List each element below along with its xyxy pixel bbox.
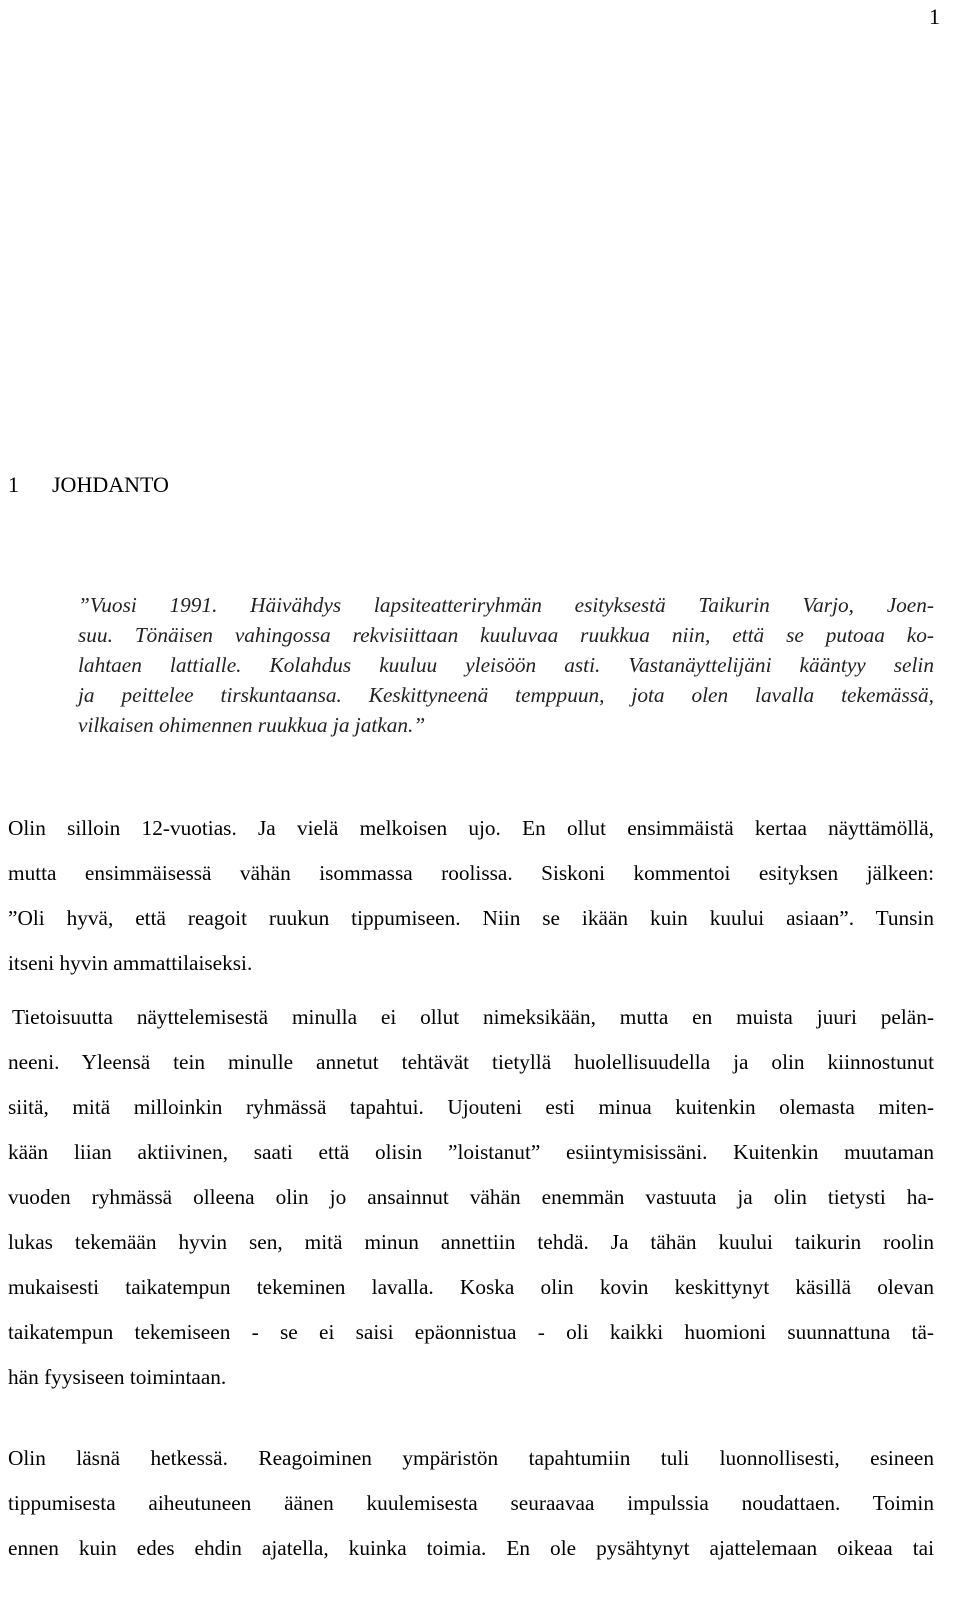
chapter-title: JOHDANTO xyxy=(52,472,169,497)
paragraph-line: ”Oli hyvä, että reagoit ruukun tippumiseen. Niin se ikään kuin kuului asiaan”. Tunsin xyxy=(8,906,934,930)
quote-line: lahtaen lattialle. Kolahdus kuuluu yleisöön asti. Vastanäyttelijäni kääntyy selin xyxy=(78,653,934,677)
paragraph-line: siitä, mitä milloinkin ryhmässä tapahtui. Ujouteni esti minua kuitenkin olemasta miten- xyxy=(8,1095,934,1119)
paragraph-line: ennen kuin edes ehdin ajatella, kuinka toimia. En ole pysähtynyt ajattelemaan oikeaa tai xyxy=(8,1536,934,1560)
chapter-number: 1 xyxy=(8,472,19,497)
paragraph-line: Olin läsnä hetkessä. Reagoiminen ympäristön tapahtumiin tuli luonnollisesti, esineen xyxy=(8,1446,934,1470)
opening-quote xyxy=(78,590,934,740)
paragraph-line: hän fyysiseen toimintaan. xyxy=(8,1365,227,1389)
quote-line: suu. Tönäisen vahingossa rekvisiittaan kuuluvaa ruukkua niin, että se putoaa ko- xyxy=(78,623,934,647)
body-paragraph xyxy=(8,1436,934,1571)
paragraph-line: Tietoisuutta näyttelemisestä minulla ei ollut nimeksikään, mutta en muista juuri pelän- xyxy=(12,1005,934,1029)
paragraph-line: taikatempun tekemiseen - se ei saisi epäonnistua - oli kaikki huomioni suunnattuna tä- xyxy=(8,1320,934,1344)
paragraph-line: tippumisesta aiheutuneen äänen kuulemisesta seuraavaa impulssia noudattaen. Toimin xyxy=(8,1491,934,1515)
paragraph-line: Olin silloin 12-vuotias. Ja vielä melkoisen ujo. En ollut ensimmäistä kertaa näyttämöllä, xyxy=(8,816,934,840)
paragraph-line: lukas tekemään hyvin sen, mitä minun annettiin tehdä. Ja tähän kuului taikurin roolin xyxy=(8,1230,934,1254)
paragraph-line: mutta ensimmäisessä vähän isommassa roolissa. Siskoni kommentoi esityksen jälkeen: xyxy=(8,861,934,885)
page-number: 1 xyxy=(929,4,940,29)
paragraph-line: mukaisesti taikatempun tekeminen lavalla. Koska olin kovin keskittynyt käsillä olevan xyxy=(8,1275,934,1299)
paragraph-line: kään liian aktiivinen, saati että olisin ”loistanut” esiintymisissäni. Kuitenkin muutaman xyxy=(8,1140,934,1164)
paragraph-line: itseni hyvin ammattilaiseksi. xyxy=(8,951,253,975)
chapter-heading xyxy=(8,472,169,498)
quote-line: vilkaisen ohimennen ruukkua ja jatkan.” xyxy=(78,713,426,737)
paragraph-line: vuoden ryhmässä olleena olin jo ansainnut vähän enemmän vastuuta ja olin tietysti ha- xyxy=(8,1185,934,1209)
quote-line: ja peittelee tirskuntaansa. Keskittyneenä temppuun, jota olen lavalla tekemässä, xyxy=(78,683,934,707)
paragraph-line: neeni. Yleensä tein minulle annetut tehtävät tietyllä huolellisuudella ja olin kiinnostunut xyxy=(8,1050,934,1074)
body-paragraph xyxy=(8,995,934,1400)
body-paragraph xyxy=(8,806,934,986)
quote-line: ”Vuosi 1991. Häivähdys lapsiteatteriryhmän esityksestä Taikurin Varjo, Joen- xyxy=(78,593,934,617)
